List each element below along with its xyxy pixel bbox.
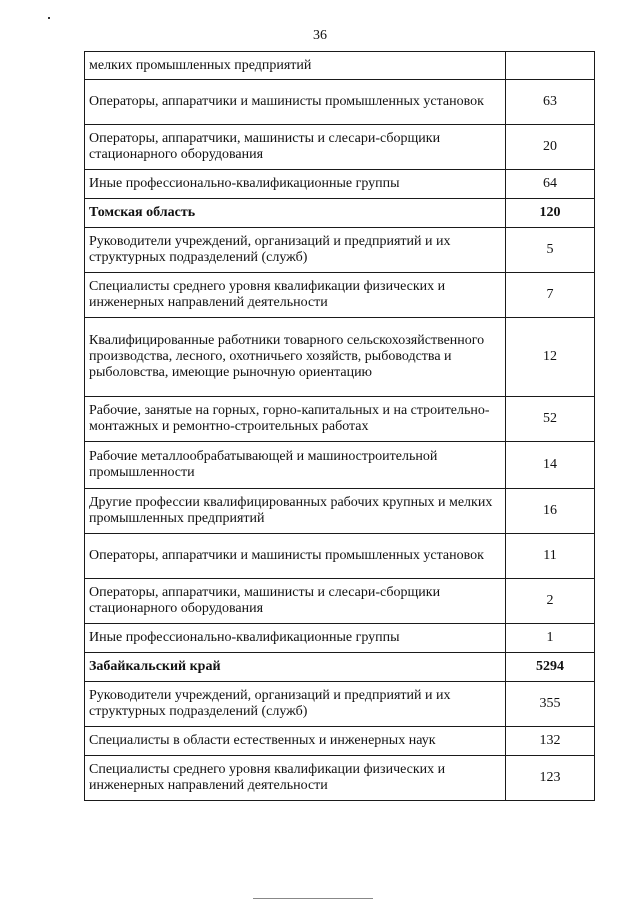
table-row xyxy=(85,318,595,397)
row-value xyxy=(506,52,595,80)
row-value: 14 xyxy=(506,442,595,489)
row-label: Специалисты среднего уровня квалификации физических и инженерных направлений деятельности xyxy=(85,756,506,801)
row-label: Рабочие, занятые на горных, горно-капитальных и на строительно-монтажных и ремонтно-строительных работах xyxy=(85,397,506,442)
row-value: 63 xyxy=(506,80,595,125)
row-value: 5 xyxy=(506,228,595,273)
table-row xyxy=(85,170,595,199)
table-row xyxy=(85,397,595,442)
row-value: 12 xyxy=(506,318,595,397)
row-label: Квалифицированные работники товарного сельскохозяйственного производства, лесного, охотничьего хозяйств, рыбоводства и рыболовства, имеющие рыночную ориентацию xyxy=(85,318,506,397)
row-label: Операторы, аппаратчики и машинисты промышленных установок xyxy=(85,534,506,579)
table-row xyxy=(85,52,595,80)
region-row xyxy=(85,199,595,228)
table-row xyxy=(85,442,595,489)
region-row xyxy=(85,653,595,682)
row-value: 7 xyxy=(506,273,595,318)
row-label: Рабочие металлообрабатывающей и машиностроительной промышленности xyxy=(85,442,506,489)
table-row xyxy=(85,80,595,125)
row-value: 132 xyxy=(506,727,595,756)
row-label: Руководители учреждений, организаций и предприятий и их структурных подразделений (служб) xyxy=(85,228,506,273)
row-label: Специалисты среднего уровня квалификации физических и инженерных направлений деятельности xyxy=(85,273,506,318)
row-label: мелких промышленных предприятий xyxy=(85,52,506,80)
region-name: Забайкальский край xyxy=(85,653,506,682)
row-value: 123 xyxy=(506,756,595,801)
table-row xyxy=(85,228,595,273)
row-value: 64 xyxy=(506,170,595,199)
region-total: 5294 xyxy=(506,653,595,682)
table-row xyxy=(85,125,595,170)
row-value: 16 xyxy=(506,489,595,534)
row-value: 2 xyxy=(506,579,595,624)
table-row xyxy=(85,273,595,318)
row-value: 11 xyxy=(506,534,595,579)
scan-speck xyxy=(48,17,50,19)
table-row xyxy=(85,534,595,579)
table-row xyxy=(85,682,595,727)
row-label: Операторы, аппаратчики, машинисты и слесари-сборщики стационарного оборудования xyxy=(85,125,506,170)
table-row xyxy=(85,489,595,534)
region-name: Томская область xyxy=(85,199,506,228)
table-row xyxy=(85,624,595,653)
row-label: Руководители учреждений, организаций и предприятий и их структурных подразделений (служб) xyxy=(85,682,506,727)
scan-line-mark xyxy=(253,898,373,899)
table-row xyxy=(85,756,595,801)
row-value: 20 xyxy=(506,125,595,170)
row-value: 1 xyxy=(506,624,595,653)
row-label: Другие профессии квалифицированных рабочих крупных и мелких промышленных предприятий xyxy=(85,489,506,534)
page-number: 36 xyxy=(313,28,327,43)
row-label: Иные профессионально-квалификационные группы xyxy=(85,624,506,653)
row-label: Иные профессионально-квалификационные группы xyxy=(85,170,506,199)
row-value: 355 xyxy=(506,682,595,727)
row-label: Специалисты в области естественных и инженерных наук xyxy=(85,727,506,756)
region-total: 120 xyxy=(506,199,595,228)
row-label: Операторы, аппаратчики, машинисты и слесари-сборщики стационарного оборудования xyxy=(85,579,506,624)
table-row xyxy=(85,727,595,756)
table-row xyxy=(85,579,595,624)
row-label: Операторы, аппаратчики и машинисты промышленных установок xyxy=(85,80,506,125)
row-value: 52 xyxy=(506,397,595,442)
occupation-table xyxy=(84,51,595,801)
